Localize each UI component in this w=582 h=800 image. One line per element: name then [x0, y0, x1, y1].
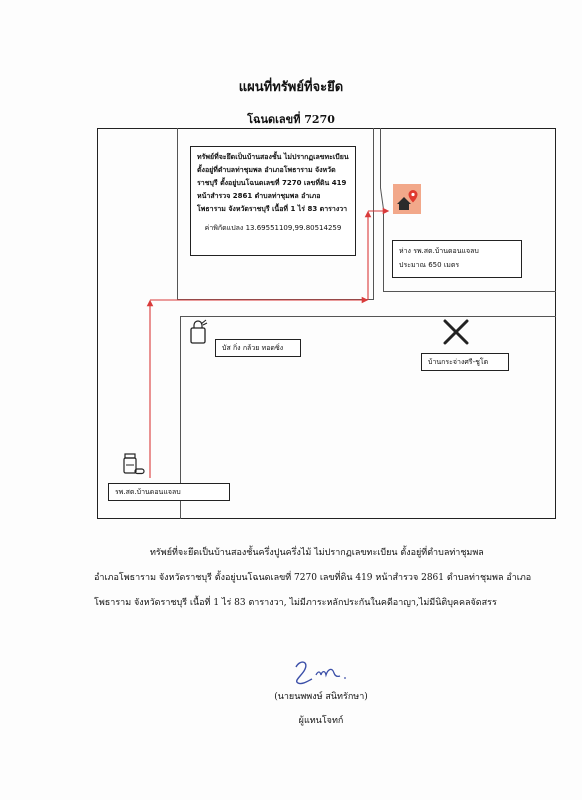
coordinates: ค่าพิกัดแปลง 13.69551109,99.80514259 [204, 224, 342, 232]
document-title: แผนที่ทรัพย์ที่จะยึด [238, 80, 344, 95]
house-pin-icon [393, 184, 421, 214]
fork-knife-icon [441, 317, 471, 345]
medicine-icon [120, 450, 146, 478]
shopping-bag-icon [188, 318, 210, 346]
property-description-box [190, 146, 356, 256]
property-description: ทรัพย์ที่จะยึดเป็นบ้านสองชั้น ไม่ปรากฏเลขทะเบียน ตั้งอยู่ที่ตำบลท่าชุมพล อำเภอโพธาราม จังหวัดราชบุรี ตั้งอยู่บนโฉนดเลขที่ 7270 เลขที่ดิน 419 หน้าสำรวจ 2861 ตำบลท่าชุมพล อำเภอโพธาราม จังหวัดราชบุรี เนื้อที่ 1 ไร่ 83 ตารางวา [197, 153, 349, 213]
deed-number: โฉนดเลขที่ 7270 [247, 113, 335, 126]
body-line-2: อำเภอโพธาราม จังหวัดราชบุรี ตั้งอยู่บนโฉนดเลขที่ 7270 เลขที่ดิน 419 หน้าสำรวจ 2861 ตำบลท่าชุมพล อำเภอ [94, 573, 532, 583]
signer-role: ผู้แทนโจทก์ [298, 716, 344, 726]
house-icon [393, 184, 421, 214]
distance-label-line1: ห่าง รพ.สต.บ้านดอนแจลบ [399, 247, 479, 255]
body-line-1: ทรัพย์ที่จะยึดเป็นบ้านสองชั้นครึ่งปูนครึ่งไม้ ไม่ปรากฏเลขทะเบียน ตั้งอยู่ที่ตำบลท่าชุมพล [150, 548, 484, 558]
distance-label-line2: ประมาณ 650 เมตร [399, 261, 460, 269]
restaurant-label: บ้านกระจ่างศรี-ชูโต [421, 353, 509, 371]
body-line-3: โพธาราม จังหวัดราชบุรี เนื้อที่ 1 ไร่ 83 ตารางวา, ไม่มีภาระหลักประกันในคดีอาญา,ไม่มีนิติบุคคลจัดสรร [94, 598, 497, 608]
handwritten-signature [290, 655, 360, 687]
signer-name: (นายนพพงษ์ สนิทรักษา) [274, 692, 368, 702]
hospital-label: รพ.สต.บ้านดอนแจลบ [108, 483, 230, 501]
market-label: บัส กิ่ง กล้วย ทอดซิ่ง [215, 339, 301, 357]
distance-label-box [392, 240, 522, 278]
